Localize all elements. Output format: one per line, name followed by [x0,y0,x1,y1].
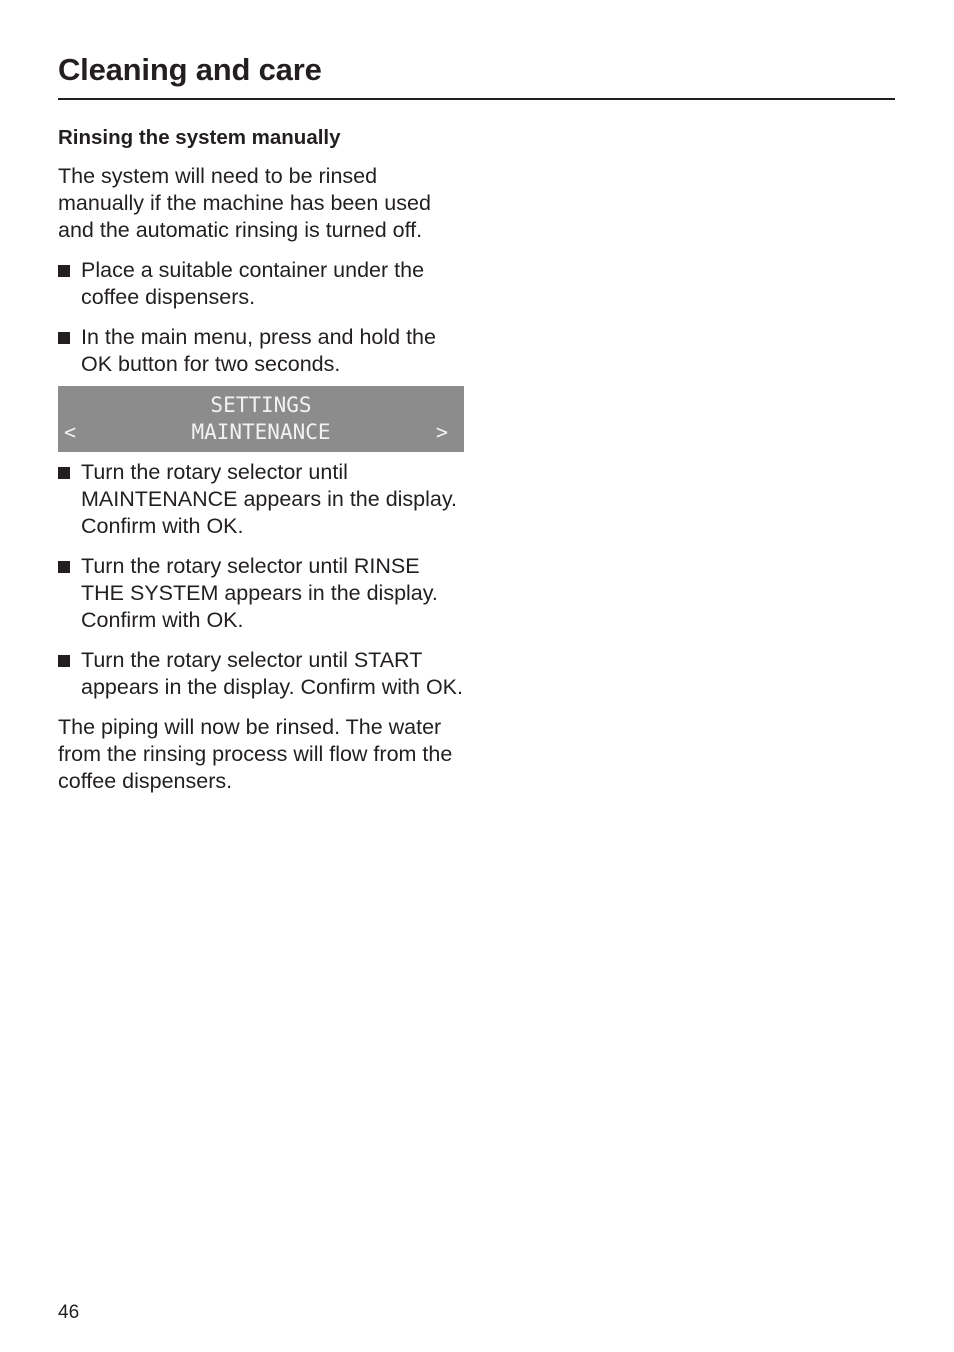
page-title: Cleaning and care [58,52,322,87]
step-text: In the main menu, press and hold the OK button for two seconds. [81,325,436,376]
section-heading: Rinsing the system manually [58,126,341,149]
main-content [58,124,468,808]
chevron-left-icon: < [64,420,77,444]
steps-list-after-display [58,459,468,701]
step-item [58,257,468,311]
square-bullet-icon [58,561,70,573]
step-text: Turn the rotary selector until MAINTENANCE appears in the display. Confirm with OK. [81,460,457,538]
square-bullet-icon [58,265,70,277]
square-bullet-icon [58,655,70,667]
outro-paragraph: The piping will now be rinsed. The water from the rinsing process will flow from the coffee dispensers. [58,715,453,793]
page-number: 46 [58,1302,80,1323]
steps-list-before-display [58,257,468,378]
square-bullet-icon [58,332,70,344]
display-line-maintenance: MAINTENANCE [191,420,331,444]
display-line-settings: SETTINGS [210,393,312,417]
step-item [58,459,468,540]
square-bullet-icon [58,467,70,479]
step-text: Place a suitable container under the coffee dispensers. [81,258,425,309]
step-item [58,553,468,634]
intro-paragraph: The system will need to be rinsed manually if the machine has been used and the automatic rinsing is turned off. [58,164,431,242]
chevron-right-icon: > [435,420,448,444]
step-item [58,647,468,701]
machine-display [58,386,464,452]
step-text: Turn the rotary selector until START appears in the display. Confirm with OK. [81,648,463,699]
step-text: Turn the rotary selector until RINSE THE SYSTEM appears in the display. Confirm with OK. [81,554,438,632]
title-divider [58,98,895,100]
step-item [58,324,468,378]
